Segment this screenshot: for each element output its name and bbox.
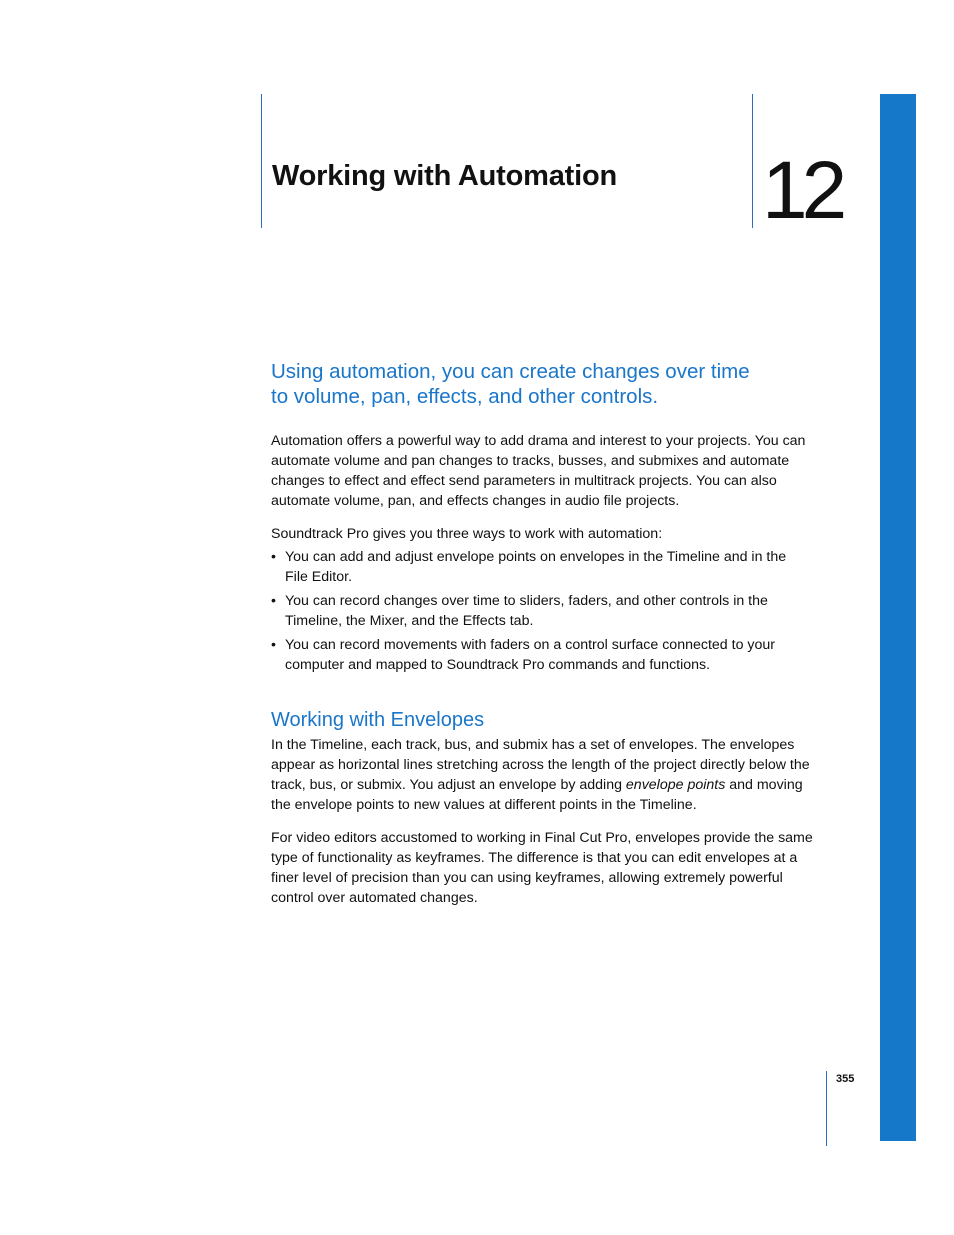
list-item — [271, 635, 831, 675]
intro-heading-line: Using automation, you can create changes over time — [271, 360, 750, 383]
intro-paragraph — [271, 431, 831, 511]
text-line: Timeline, the Mixer, and the Effects tab. — [285, 613, 534, 629]
text-line: You can record movements with faders on a control surface connected to your — [285, 637, 776, 653]
text-line: computer and mapped to Soundtrack Pro commands and functions. — [285, 657, 711, 673]
chapter-number-divider — [752, 94, 753, 228]
bullet-marker: • — [271, 593, 276, 609]
bullet-marker: • — [271, 549, 276, 565]
text-fragment: track, bus, or submix. You adjust an envelope by adding — [271, 777, 626, 793]
text-line: For video editors accustomed to working in Final Cut Pro, envelopes provide the same — [271, 830, 813, 846]
text-line: the envelope points to new values at different points in the Timeline. — [271, 797, 697, 813]
ways-list — [271, 547, 831, 675]
envelopes-paragraph-1-block — [271, 735, 831, 815]
section-heading-envelopes: Working with Envelopes — [271, 709, 485, 731]
envelopes-paragraph-1 — [271, 735, 831, 815]
intro-paragraph-block — [271, 431, 831, 511]
text-line: In the Timeline, each track, bus, and submix has a set of envelopes. The envelopes — [271, 737, 795, 753]
list-item — [271, 547, 831, 587]
text-fragment: and moving — [725, 777, 803, 793]
text-line: control over automated changes. — [271, 890, 478, 906]
chapter-title: Working with Automation — [272, 160, 617, 192]
bullet-marker: • — [271, 637, 276, 653]
intro-heading — [271, 359, 791, 409]
text-line: appear as horizontal lines stretching across the length of the project directly below the — [271, 757, 810, 773]
chapter-side-tab — [880, 94, 916, 1141]
text-line: File Editor. — [285, 569, 353, 585]
text-line: Automation offers a powerful way to add drama and interest to your projects. You can — [271, 433, 806, 449]
text-line: finer level of precision than you can using keyframes, allowing extremely powerful — [271, 870, 783, 886]
envelopes-paragraph-2 — [271, 828, 831, 908]
text-line: type of functionality as keyframes. The difference is that you can edit envelopes at a — [271, 850, 798, 866]
text-line — [271, 775, 831, 795]
text-line: You can record changes over time to sliders, faders, and other controls in the — [285, 593, 768, 609]
ways-intro: Soundtrack Pro gives you three ways to work with automation: — [271, 526, 663, 542]
text-line: automate volume and pan changes to tracks, busses, and submixes and automate — [271, 453, 790, 469]
text-line: You can add and adjust envelope points on envelopes in the Timeline and in the — [285, 549, 787, 565]
intro-heading-line: to volume, pan, effects, and other controls. — [271, 385, 659, 408]
envelopes-paragraph-2-block — [271, 828, 831, 908]
list-item — [271, 591, 831, 631]
ways-block — [271, 524, 831, 679]
page-number: 355 — [836, 1073, 855, 1085]
text-line: automate volume, pan, and effects changes in audio file projects. — [271, 493, 680, 509]
title-divider-left — [261, 94, 262, 228]
emphasis-term: envelope points — [625, 777, 726, 793]
chapter-number: 12 — [762, 145, 842, 236]
text-line: changes to effect and effect send parameters in multitrack projects. You can also — [271, 473, 777, 489]
page-number-divider — [826, 1071, 827, 1146]
